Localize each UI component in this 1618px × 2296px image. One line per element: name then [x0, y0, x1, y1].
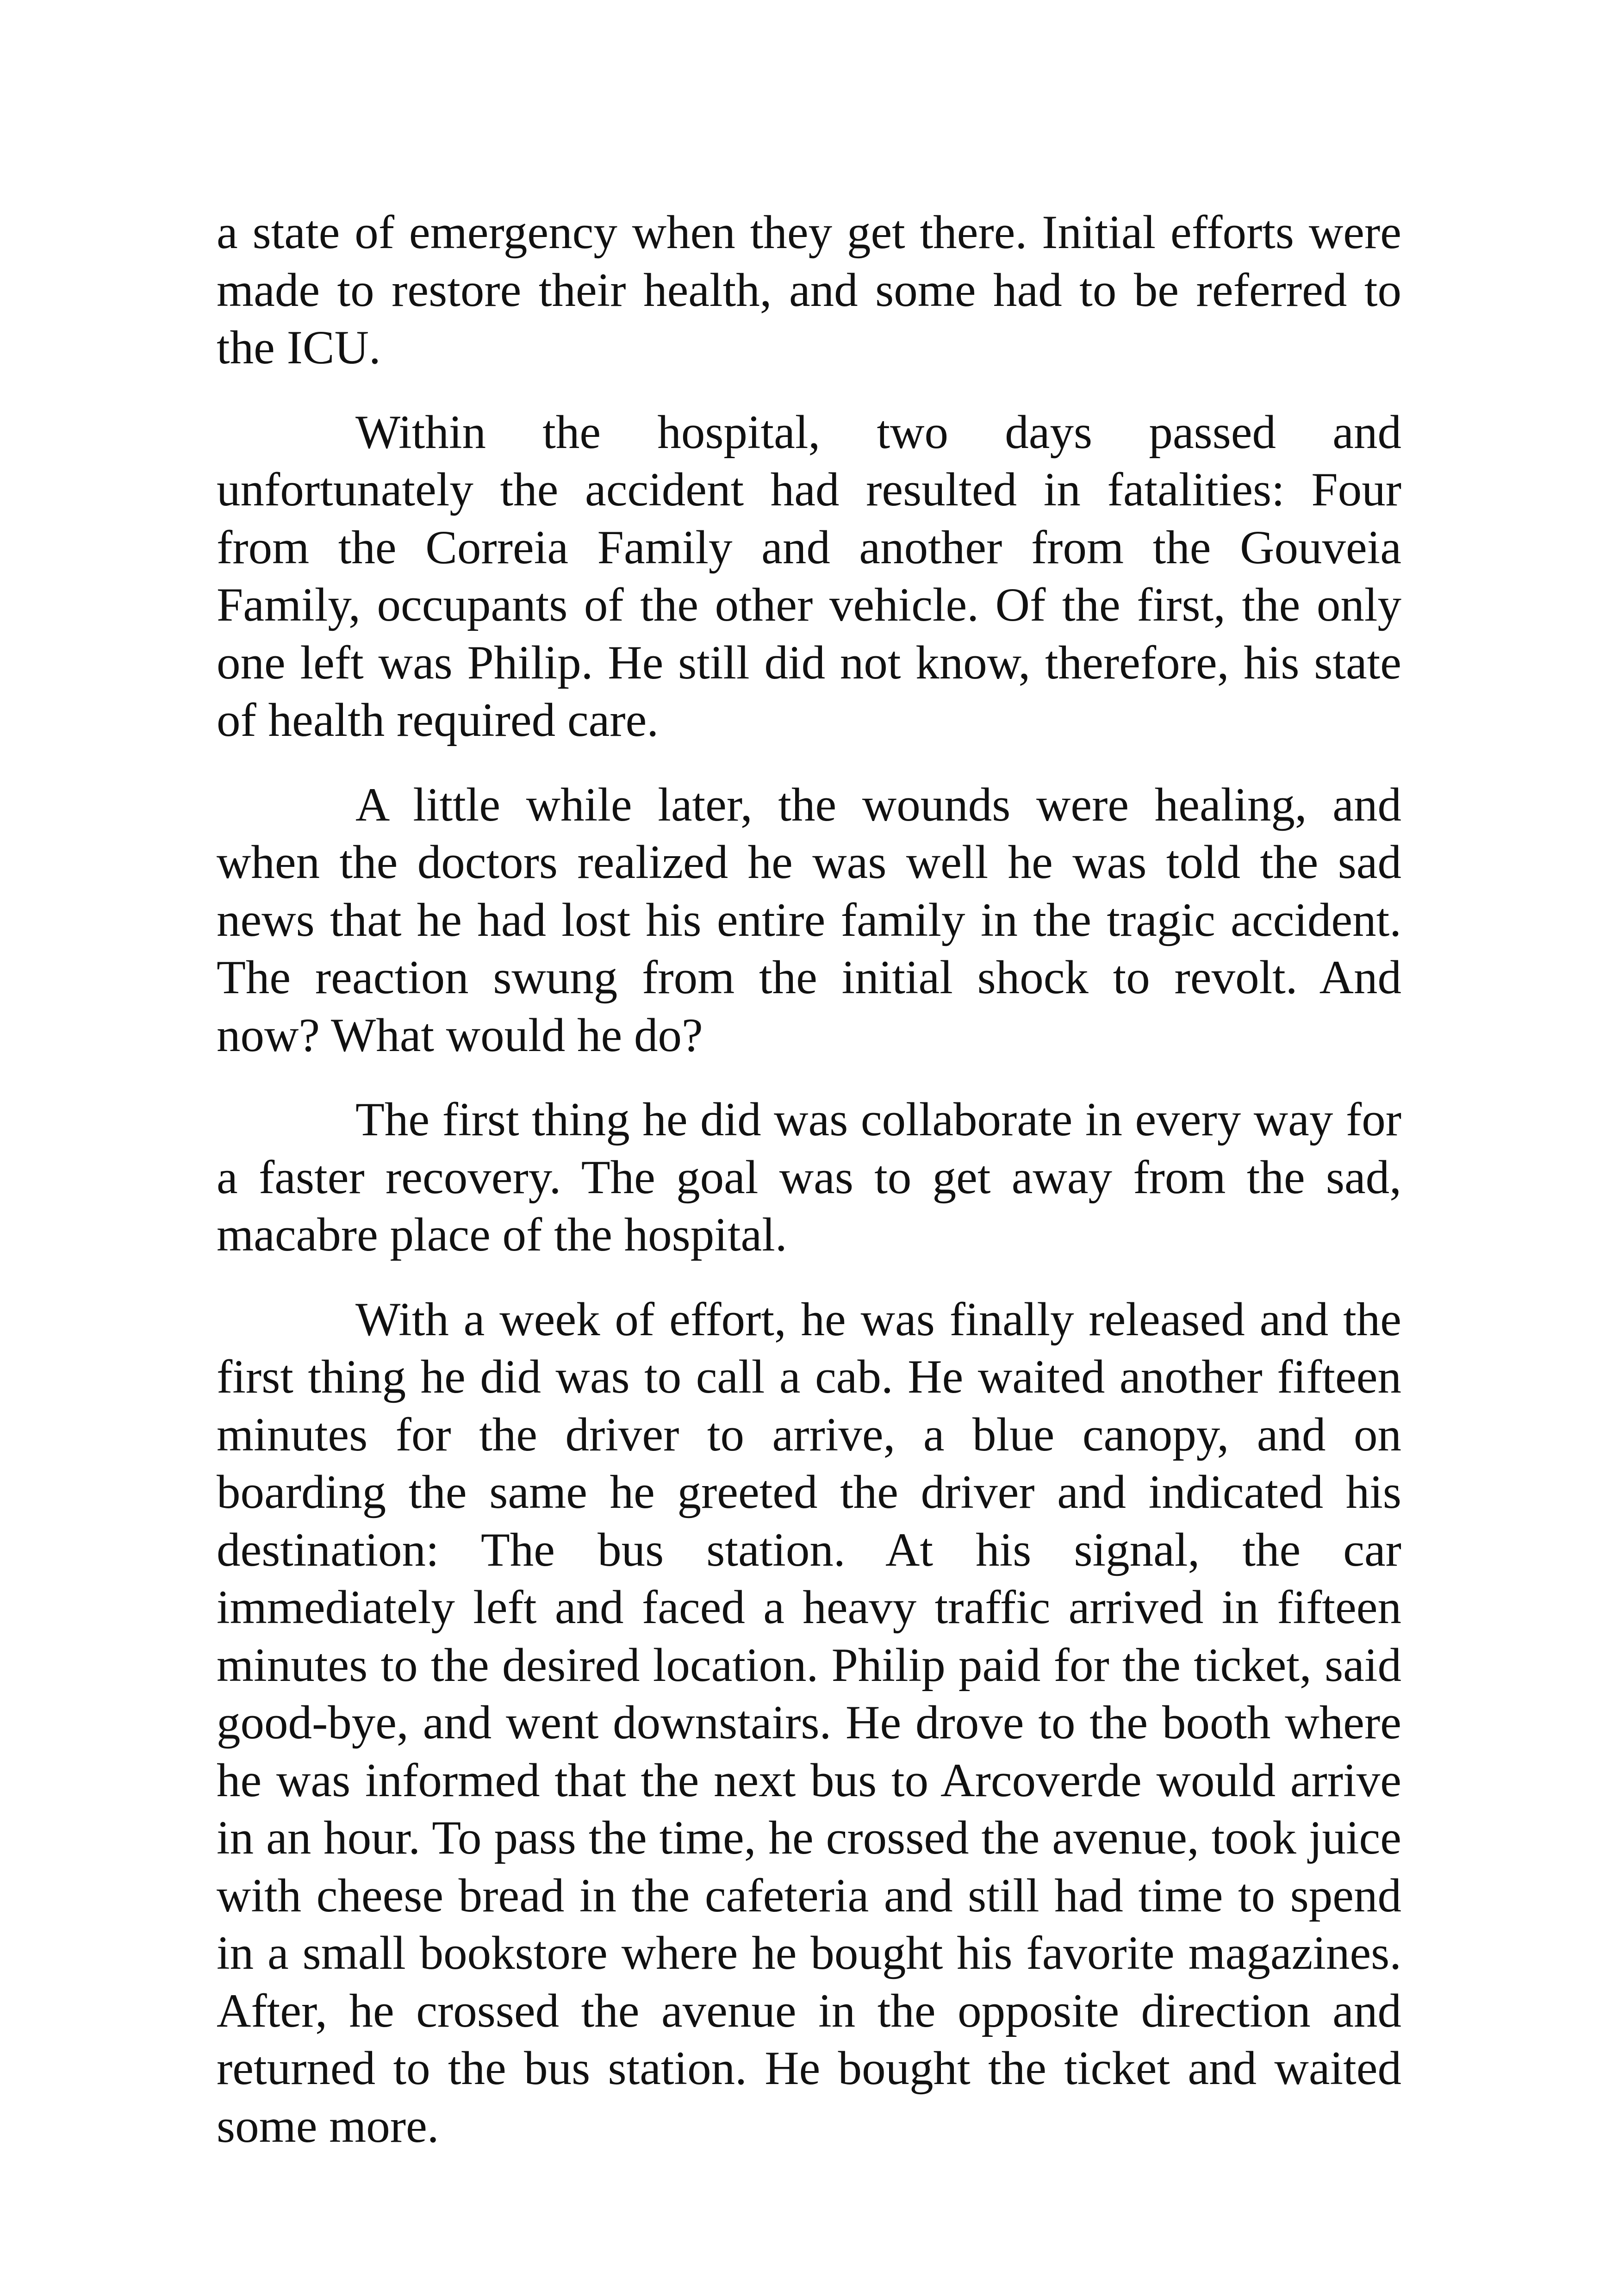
paragraph-sad-news: A little while later, the wounds were healing, and when the doctors realized he was well he was told the sad news that he had lost his entire family in the tragic accident. The reaction swung from the initial shock to revolt. And now? What would he do? [217, 778, 1401, 1062]
paragraph-continuation: a state of emergency when they get there. Initial efforts were made to restore their health, and some had to be referred to the ICU. [217, 206, 1401, 374]
paragraph-release-bus-station: With a week of effort, he was finally released and the first thing he did was to call a cab. He waited another fifteen minutes for the driver to arrive, a blue canopy, and on boarding the same he greeted the driver and indicated his destination: The bus station. At his signal, the car immediately left and faced a heavy traffic arrived in fifteen minutes to the desired location. Philip paid for the ticket, said good-bye, and went downstairs. He drove to the booth where he was informed that the next bus to Arcoverde would arrive in an hour. To pass the time, he crossed the avenue, took juice with cheese bread in the cafeteria and still had time to spend in a small bookstore where he bought his favorite magazines. After, he crossed the avenue in the opposite direction and returned to the bus station. He bought the ticket and waited some more. [217, 1293, 1401, 2153]
paragraph-hospital-fatalities: Within the hospital, two days passed and unfortunately the accident had resulted in fatalities: Four from the Correia Family and another from the Gouveia Family, occupants of the other vehicle. Of the first, the only one left was Philip. He still did not know, therefore, his state of health required care. [217, 405, 1401, 747]
body-text [217, 204, 1401, 2155]
paragraph-recovery: The first thing he did was collaborate in every way for a faster recovery. The goal was to get away from the sad, macabre place of the hospital. [217, 1093, 1401, 1261]
